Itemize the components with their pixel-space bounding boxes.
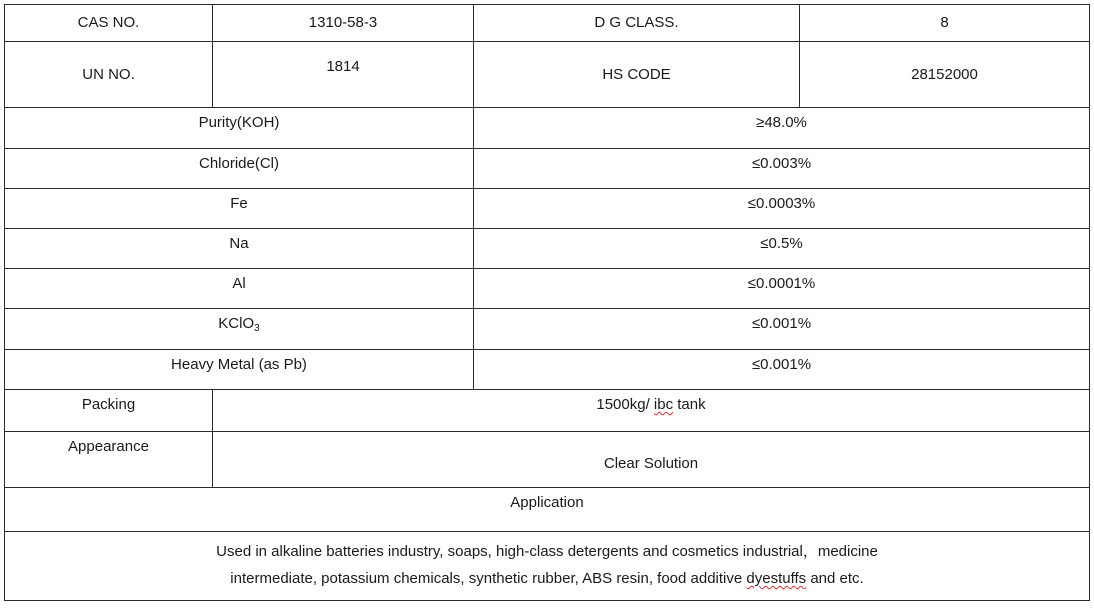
hs-code-value-cell [799, 41, 1090, 108]
un-label-cell [4, 41, 213, 108]
appearance-label: Appearance [68, 438, 149, 455]
packing-value-text: 1500kg/ [596, 396, 654, 413]
spec-value-cell [473, 268, 1090, 309]
packing-label-cell [4, 389, 213, 432]
application-line-2 [5, 565, 1089, 592]
packing-value [596, 396, 705, 413]
application-text: and etc. [806, 570, 864, 587]
hs-code-label-cell [473, 41, 800, 108]
spec-name-cell [4, 188, 474, 229]
spec-value: ≤0.001% [751, 356, 812, 373]
dg-class-label-cell [473, 4, 800, 42]
un-value-cell [212, 41, 474, 108]
cas-value: 1310-58-3 [308, 14, 378, 31]
spec-value-cell [473, 228, 1090, 269]
cas-label: CAS NO. [77, 14, 140, 31]
spec-name: Na [229, 235, 249, 252]
appearance-label-cell [4, 431, 213, 488]
formula-main: KClO [218, 315, 255, 332]
application-label: Application [510, 494, 584, 511]
spec-value: ≤0.5% [760, 235, 803, 252]
spellcheck-flag: dyestuffs [746, 570, 807, 587]
spec-name-formula [218, 315, 259, 332]
appearance-value: Clear Solution [603, 455, 699, 472]
spec-name: Chloride(Cl) [198, 155, 280, 172]
spec-name-cell [4, 308, 474, 350]
un-label: UN NO. [82, 65, 135, 83]
dg-class-value: 8 [940, 14, 949, 31]
spec-name: Purity(KOH) [198, 114, 280, 131]
spec-value: ≤0.003% [751, 155, 812, 172]
spec-name: Heavy Metal (as Pb) [171, 356, 307, 373]
spec-value-cell [473, 349, 1090, 390]
packing-label: Packing [81, 396, 136, 413]
appearance-value-cell [212, 431, 1090, 488]
spec-name-cell [4, 107, 474, 149]
application-text: intermediate, potassium chemicals, synthetic rubber, ABS resin, food additive [230, 570, 747, 587]
spec-value: ≤0.0001% [747, 275, 816, 292]
dg-class-value-cell [799, 4, 1090, 42]
spec-value-cell [473, 107, 1090, 149]
spec-value-cell [473, 308, 1090, 350]
un-value: 1814 [326, 58, 360, 75]
spec-value: ≥48.0% [756, 114, 807, 131]
spec-value: ≤0.0003% [747, 195, 816, 212]
spec-name-cell [4, 268, 474, 309]
spec-name-cell [4, 148, 474, 189]
spec-name: Al [232, 275, 246, 292]
application-line-1: Used in alkaline batteries industry, soaps, high-class detergents and cosmetics industrial，medicine [216, 543, 878, 560]
packing-value-text: tank [673, 396, 706, 413]
application-text-cell [4, 531, 1090, 601]
hs-code-value: 28152000 [911, 65, 978, 83]
hs-code-label: HS CODE [602, 65, 671, 83]
application-label-cell [4, 487, 1090, 532]
spec-value-cell [473, 148, 1090, 189]
specification-table [4, 4, 1090, 601]
dg-class-label: D G CLASS. [594, 14, 679, 31]
cas-label-cell [4, 4, 213, 42]
cas-value-cell [212, 4, 474, 42]
spec-name-cell [4, 349, 474, 390]
spec-value: ≤0.001% [751, 315, 812, 332]
spec-name: Fe [230, 195, 248, 212]
spellcheck-flag: ibc [653, 396, 674, 413]
spec-value-cell [473, 188, 1090, 229]
spec-name-cell [4, 228, 474, 269]
formula-subscript: 3 [254, 323, 260, 334]
packing-value-cell [212, 389, 1090, 432]
